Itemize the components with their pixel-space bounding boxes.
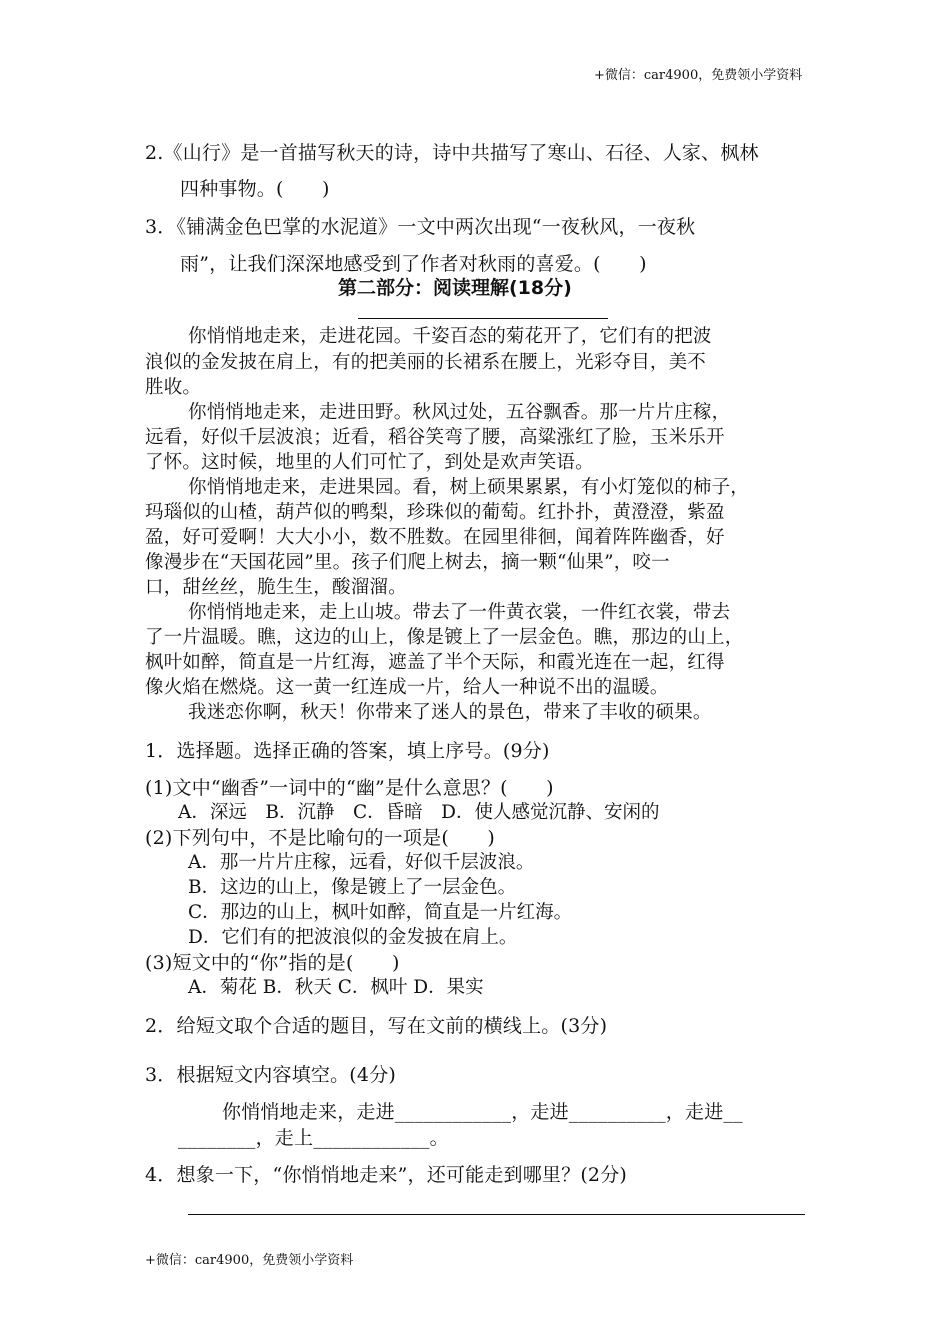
question-1-1-stem: (1)文中“幽香”一词中的“幽”是什么意思？( ) bbox=[145, 777, 554, 799]
passage-line: 枫叶如醉，简直是一片红海，遮盖了半个天际，和霞光连在一起，红得 bbox=[145, 652, 725, 673]
passage-line: 你悄悄地走来，走上山坡。带去了一件黄衣裳，一件红衣裳，带去 bbox=[188, 602, 731, 623]
question-1-3-stem: (3)短文中的“你”指的是( ) bbox=[145, 952, 400, 974]
page-header: +微信：car4900，免费领小学资料 bbox=[594, 68, 803, 83]
passage-line: 你悄悄地走来，走进花园。千姿百态的菊花开了，它们有的把波 bbox=[188, 326, 712, 347]
question-3-fill-line2: ________，走上____________。 bbox=[178, 1127, 449, 1149]
question-1-2-option-a: A．那一片片庄稼，远看，好似千层波浪。 bbox=[188, 852, 535, 873]
question-2: 2．给短文取个合适的题目，写在文前的横线上。(3分) bbox=[145, 1015, 608, 1037]
question-1-2-stem: (2)下列句中，不是比喻句的一项是( ) bbox=[145, 827, 495, 849]
judgement-q3-line2: 雨”，让我们深深地感受到了作者对秋雨的喜爱。( ) bbox=[180, 253, 647, 275]
question-1-1-options: A．深远 B．沉静 C．昏暗 D．使人感觉沉静、安闲的 bbox=[178, 802, 660, 823]
question-1-2-option-b: B．这边的山上，像是镀上了一层金色。 bbox=[188, 877, 517, 898]
passage-line: 玛瑙似的山楂，葫芦似的鸭梨，珍珠似的葡萄。红扑扑，黄澄澄，紫盈 bbox=[145, 502, 725, 523]
passage-line: 盈，好可爱啊！大大小小，数不胜数。在园里徘徊，闻着阵阵幽香，好 bbox=[145, 527, 725, 548]
page-footer: +微信：car4900，免费领小学资料 bbox=[145, 1253, 354, 1268]
passage-title-blank-line bbox=[358, 318, 608, 319]
section-title: 第二部分：阅读理解(18分) bbox=[338, 277, 572, 299]
passage-line: 远看，好似千层波浪；近看，稻谷笑弯了腰，高粱涨红了脸，玉米乐开 bbox=[145, 427, 725, 448]
passage-line: 我迷恋你啊，秋天！你带来了迷人的景色，带来了丰收的硕果。 bbox=[188, 702, 712, 723]
passage-line: 了怀。这时候，地里的人们可忙了，到处是欢声笑语。 bbox=[145, 452, 594, 473]
question-3: 3．根据短文内容填空。(4分) bbox=[145, 1064, 397, 1086]
passage-line: 口，甜丝丝，脆生生，酸溜溜。 bbox=[145, 577, 407, 598]
passage-line: 浪似的金发披在肩上，有的把美丽的长裙系在腰上，光彩夺目，美不 bbox=[145, 352, 707, 373]
question-3-fill-line1: 你悄悄地走来，走进____________，走进__________，走进__ bbox=[222, 1101, 743, 1123]
judgement-q2-line1: 2.《山行》是一首描写秋天的诗，诗中共描写了寒山、石径、人家、枫林 bbox=[145, 142, 759, 164]
question-1-2-option-c: C．那边的山上，枫叶如醉，简直是一片红海。 bbox=[188, 902, 573, 923]
question-4: 4．想象一下，“你悄悄地走来”，还可能走到哪里？(2分) bbox=[145, 1164, 628, 1186]
question-1-title: 1．选择题。选择正确的答案，填上序号。(9分) bbox=[145, 740, 550, 762]
passage-line: 像火焰在燃烧。这一黄一红连成一片，给人一种说不出的温暖。 bbox=[145, 677, 669, 698]
question-1-2-option-d: D．它们有的把波浪似的金发披在肩上。 bbox=[188, 927, 518, 948]
passage-line: 了一片温暖。瞧，这边的山上，像是镀上了一层金色。瞧，那边的山上， bbox=[145, 627, 744, 648]
passage-line: 你悄悄地走来，走进果园。看，树上硕果累累，有小灯笼似的柿子， bbox=[188, 477, 750, 498]
passage-line: 你悄悄地走来，走进田野。秋风过处，五谷飘香。那一片片庄稼， bbox=[188, 402, 731, 423]
judgement-q2-line2: 四种事物。( ) bbox=[180, 178, 330, 200]
question-1-3-options: A．菊花 B．秋天 C．枫叶 D．果实 bbox=[188, 977, 484, 998]
answer-line bbox=[188, 1214, 805, 1215]
passage-line: 像漫步在“天国花园”里。孩子们爬上树去，摘一颗“仙果”，咬一 bbox=[145, 552, 670, 573]
passage-line: 胜收。 bbox=[145, 377, 202, 398]
judgement-q3-line1: 3．《铺满金色巴掌的水泥道》一文中两次出现“一夜秋风，一夜秋 bbox=[145, 216, 696, 238]
